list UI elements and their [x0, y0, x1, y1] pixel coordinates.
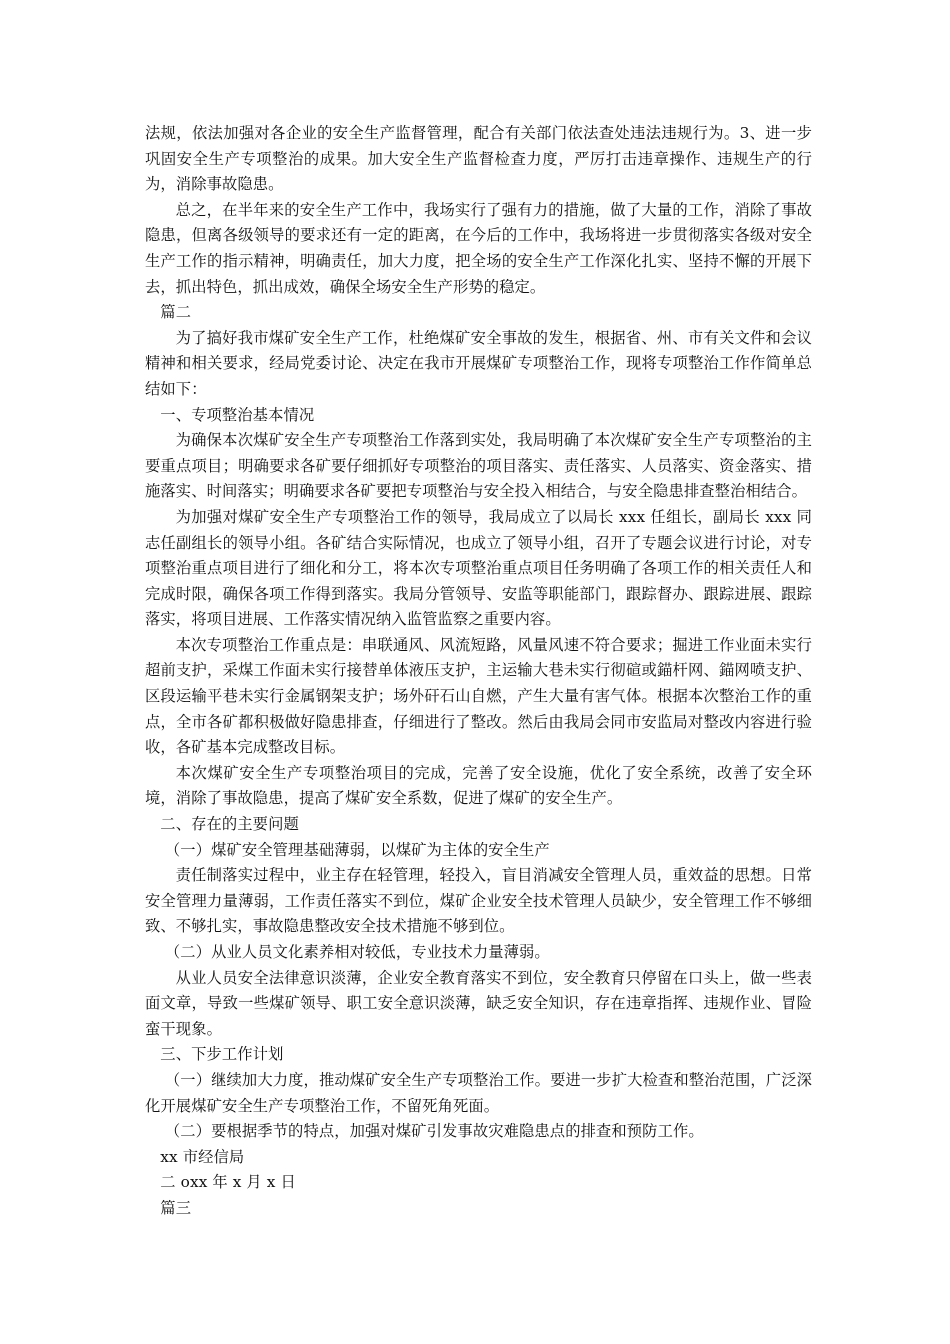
paragraph-7: 为加强对煤矿安全生产专项整治工作的领导，我局成立了以局长 xxx 任组长，副局长 xxx 同志任副组长的领导小组。各矿结合实际情况，也成立了领导小组，召开了专题会议进行讨论，对专项整治重点项目进行了细化和分工，将本次专项整治重点项目任务明确了各项工作的相关责任人和完成时限，确保各项工作得到落实。我局分管领导、安监等职能部门，跟踪督办、跟踪进展、跟踪落实，将项目进展、工作落实情况纳入监管监察之重要内容。 [145, 507, 812, 629]
signature-date: 二 oxx 年 x 月 x 日 [160, 1173, 296, 1192]
document-body [145, 121, 812, 1222]
heading-basic-situation: 一、专项整治基本情况 [160, 405, 315, 424]
plan-item-1: （一）继续加大力度，推动煤矿安全生产专项整治工作。要进一步扩大检查和整治范围，广泛深化开展煤矿安全生产专项整治工作，不留死角死面。 [145, 1070, 812, 1115]
section-title-part-three: 篇三 [160, 1198, 192, 1217]
paragraph-2: 总之，在半年来的安全生产工作中，我场实行了强有力的措施，做了大量的工作，消除了事故隐患，但离各级领导的要求还有一定的距离，在今后的工作中，我场将进一步贯彻落实各级对安全生产工作的指示精神，明确责任，加大力度，把全场的安全生产工作深化扎实、坚持不懈的开展下去，抓出特色，抓出成效，确保全场安全生产形势的稳定。 [145, 200, 812, 296]
heading-next-plan: 三、下步工作计划 [160, 1045, 284, 1064]
signature-organization: xx 市经信局 [160, 1147, 245, 1166]
paragraph-12: 责任制落实过程中，业主存在轻管理，轻投入，盲目消减安全管理人员，重效益的思想。日常安全管理力量薄弱，工作责任落实不到位，煤矿企业安全技术管理人员缺少，安全管理工作不够细致、不够扎实，事故隐患整改安全技术措施不够到位。 [145, 866, 812, 936]
paragraph-1: 法规，依法加强对各企业的安全生产监督管理，配合有关部门依法查处违法违规行为。3、进一步巩固安全生产专项整治的成果。加大安全生产监督检查力度，严厉打击违章操作、违规生产的行为，消除事故隐患。 [145, 124, 812, 194]
paragraph-4: 为了搞好我市煤矿安全生产工作，杜绝煤矿安全事故的发生，根据省、州、市有关文件和会议精神和相关要求，经局党委讨论、决定在我市开展煤矿专项整治工作，现将专项整治工作作简单总结如下： [145, 328, 812, 398]
heading-main-problems: 二、存在的主要问题 [160, 815, 299, 834]
subheading-management-weak: （一）煤矿安全管理基础薄弱，以煤矿为主体的安全生产 [164, 840, 550, 859]
paragraph-9: 本次煤矿安全生产专项整治项目的完成，完善了安全设施，优化了安全系统，改善了安全环境，消除了事故隐患，提高了煤矿安全系数，促进了煤矿的安全生产。 [145, 763, 812, 808]
paragraph-8: 本次专项整治工作重点是：串联通风、风流短路，风量风速不符合要求；掘进工作业面未实行超前支护，采煤工作面未实行接替单体液压支护，主运输大巷未实行彻碹或錨杆网、錨网喷支护、区段运输平巷未实行金属钢架支护；场外矸石山自燃，产生大量有害气体。根据本次整治工作的重点，全市各矿都积极做好隐患排查，仔细进行了整改。然后由我局会同市安监局对整改内容进行验收，各矿基本完成整改目标。 [145, 635, 812, 757]
paragraph-14: 从业人员安全法律意识淡薄，企业安全教育落实不到位，安全教育只停留在口头上，做一些表面文章，导致一些煤矿领导、职工安全意识淡薄，缺乏安全知识，存在违章指挥、违规作业、冒险蛮干现象。 [145, 968, 812, 1038]
section-title-part-two: 篇二 [160, 303, 192, 322]
paragraph-6: 为确保本次煤矿安全生产专项整治工作落到实处，我局明确了本次煤矿安全生产专项整治的主要重点项目；明确要求各矿要仔细抓好专项整治的项目落实、责任落实、人员落实、资金落实、措施落实、时间落实；明确要求各矿要把专项整治与安全投入相结合，与安全隐患排查整治相结合。 [145, 431, 812, 501]
plan-item-2: （二）要根据季节的特点，加强对煤矿引发事故灾难隐患点的排查和预防工作。 [164, 1122, 704, 1141]
subheading-staff-quality: （二）从业人员文化素养相对较低，专业技术力量薄弱。 [164, 943, 550, 961]
